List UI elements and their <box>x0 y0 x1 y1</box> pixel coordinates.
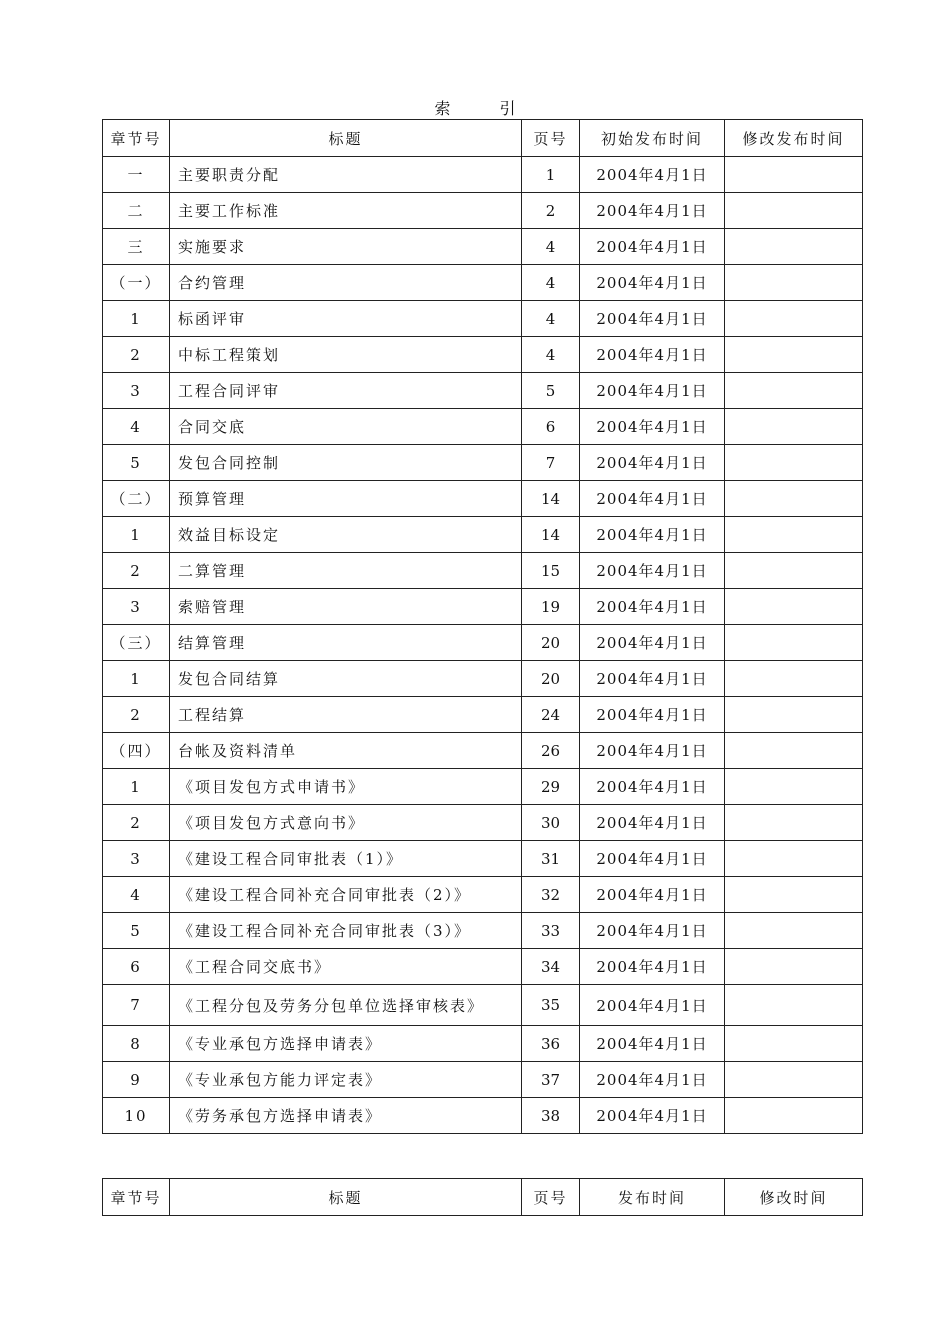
row-modified-date <box>725 913 863 949</box>
row-page: 20 <box>522 625 580 661</box>
second-header-chapter: 章节号 <box>103 1179 170 1216</box>
row-page: 19 <box>522 589 580 625</box>
row-initial-date: 2004年4月1日 <box>580 229 725 265</box>
row-initial-date: 2004年4月1日 <box>580 661 725 697</box>
table-row <box>103 769 863 805</box>
row-chapter-number: 6 <box>103 949 170 985</box>
table-row <box>103 481 863 517</box>
row-page: 1 <box>522 157 580 193</box>
row-chapter-number: 1 <box>103 661 170 697</box>
table-row <box>103 373 863 409</box>
table-row <box>103 697 863 733</box>
row-chapter-number: 7 <box>103 985 170 1026</box>
table-row <box>103 841 863 877</box>
row-page: 37 <box>522 1062 580 1098</box>
row-initial-date: 2004年4月1日 <box>580 697 725 733</box>
row-title: 《专业承包方能力评定表》 <box>170 1062 522 1098</box>
row-title: 主要工作标准 <box>170 193 522 229</box>
table-row <box>103 553 863 589</box>
row-title: 合约管理 <box>170 265 522 301</box>
row-chapter-number: （二） <box>103 481 170 517</box>
row-modified-date <box>725 445 863 481</box>
document-title: 索 引 <box>434 99 538 118</box>
index-table-continued <box>102 1178 863 1216</box>
row-modified-date <box>725 625 863 661</box>
row-initial-date: 2004年4月1日 <box>580 877 725 913</box>
row-chapter-number: （四） <box>103 733 170 769</box>
row-title: 《劳务承包方选择申请表》 <box>170 1098 522 1134</box>
row-chapter-number: 10 <box>103 1098 170 1134</box>
row-modified-date <box>725 697 863 733</box>
row-initial-date: 2004年4月1日 <box>580 409 725 445</box>
table-row <box>103 337 863 373</box>
row-page: 15 <box>522 553 580 589</box>
table-row <box>103 733 863 769</box>
header-initial-date: 初始发布时间 <box>580 120 725 157</box>
row-page: 29 <box>522 769 580 805</box>
row-title: 工程合同评审 <box>170 373 522 409</box>
row-page: 38 <box>522 1098 580 1134</box>
table-row <box>103 1062 863 1098</box>
row-modified-date <box>725 661 863 697</box>
table-row <box>103 985 863 1026</box>
row-initial-date: 2004年4月1日 <box>580 805 725 841</box>
index-table <box>102 119 863 1134</box>
row-initial-date: 2004年4月1日 <box>580 1026 725 1062</box>
row-initial-date: 2004年4月1日 <box>580 841 725 877</box>
table-row <box>103 877 863 913</box>
row-title: 《专业承包方选择申请表》 <box>170 1026 522 1062</box>
row-page: 32 <box>522 877 580 913</box>
row-page: 35 <box>522 985 580 1026</box>
second-header-page: 页号 <box>522 1179 580 1216</box>
table-row <box>103 949 863 985</box>
row-chapter-number: 一 <box>103 157 170 193</box>
row-page: 14 <box>522 481 580 517</box>
row-modified-date <box>725 553 863 589</box>
row-title: 台帐及资料清单 <box>170 733 522 769</box>
row-initial-date: 2004年4月1日 <box>580 1098 725 1134</box>
row-title: 工程结算 <box>170 697 522 733</box>
row-modified-date <box>725 337 863 373</box>
row-modified-date <box>725 1062 863 1098</box>
row-chapter-number: 4 <box>103 409 170 445</box>
row-initial-date: 2004年4月1日 <box>580 1062 725 1098</box>
second-header-title: 标题 <box>170 1179 522 1216</box>
row-title: 《建设工程合同补充合同审批表（3）》 <box>170 913 522 949</box>
row-page: 34 <box>522 949 580 985</box>
row-chapter-number: 8 <box>103 1026 170 1062</box>
row-title: 效益目标设定 <box>170 517 522 553</box>
row-chapter-number: 1 <box>103 517 170 553</box>
header-row <box>103 120 863 157</box>
row-modified-date <box>725 589 863 625</box>
row-chapter-number: 3 <box>103 841 170 877</box>
row-chapter-number: 2 <box>103 697 170 733</box>
second-header-modify-date: 修改时间 <box>725 1179 863 1216</box>
row-initial-date: 2004年4月1日 <box>580 157 725 193</box>
row-modified-date <box>725 877 863 913</box>
header-chapter: 章节号 <box>103 120 170 157</box>
row-modified-date <box>725 229 863 265</box>
row-initial-date: 2004年4月1日 <box>580 913 725 949</box>
row-title: 实施要求 <box>170 229 522 265</box>
row-initial-date: 2004年4月1日 <box>580 625 725 661</box>
table-row <box>103 517 863 553</box>
row-page: 20 <box>522 661 580 697</box>
row-title: 二算管理 <box>170 553 522 589</box>
row-modified-date <box>725 949 863 985</box>
row-modified-date <box>725 193 863 229</box>
row-initial-date: 2004年4月1日 <box>580 337 725 373</box>
table-row <box>103 589 863 625</box>
row-modified-date <box>725 157 863 193</box>
second-header-publish-date: 发布时间 <box>580 1179 725 1216</box>
second-header-row <box>103 1179 863 1216</box>
row-title: 预算管理 <box>170 481 522 517</box>
row-initial-date: 2004年4月1日 <box>580 733 725 769</box>
row-chapter-number: 三 <box>103 229 170 265</box>
row-page: 4 <box>522 301 580 337</box>
row-initial-date: 2004年4月1日 <box>580 373 725 409</box>
row-modified-date <box>725 373 863 409</box>
row-modified-date <box>725 1098 863 1134</box>
table-row <box>103 157 863 193</box>
table-row <box>103 229 863 265</box>
row-title: 《工程合同交底书》 <box>170 949 522 985</box>
row-chapter-number: 3 <box>103 373 170 409</box>
row-modified-date <box>725 733 863 769</box>
row-page: 6 <box>522 409 580 445</box>
row-initial-date: 2004年4月1日 <box>580 949 725 985</box>
row-chapter-number: 2 <box>103 553 170 589</box>
row-modified-date <box>725 265 863 301</box>
row-page: 26 <box>522 733 580 769</box>
row-title: 《项目发包方式申请书》 <box>170 769 522 805</box>
row-modified-date <box>725 301 863 337</box>
row-title: 《项目发包方式意向书》 <box>170 805 522 841</box>
row-chapter-number: 1 <box>103 769 170 805</box>
row-modified-date <box>725 1026 863 1062</box>
row-chapter-number: 3 <box>103 589 170 625</box>
row-title: 索赔管理 <box>170 589 522 625</box>
row-initial-date: 2004年4月1日 <box>580 985 725 1026</box>
row-title: 主要职责分配 <box>170 157 522 193</box>
table-row <box>103 625 863 661</box>
row-chapter-number: 1 <box>103 301 170 337</box>
row-chapter-number: 5 <box>103 445 170 481</box>
row-title: 中标工程策划 <box>170 337 522 373</box>
row-chapter-number: 9 <box>103 1062 170 1098</box>
row-initial-date: 2004年4月1日 <box>580 265 725 301</box>
row-title: 合同交底 <box>170 409 522 445</box>
row-initial-date: 2004年4月1日 <box>580 517 725 553</box>
row-initial-date: 2004年4月1日 <box>580 193 725 229</box>
row-page: 2 <box>522 193 580 229</box>
row-modified-date <box>725 985 863 1026</box>
row-initial-date: 2004年4月1日 <box>580 769 725 805</box>
row-initial-date: 2004年4月1日 <box>580 481 725 517</box>
table-row <box>103 265 863 301</box>
table-row <box>103 913 863 949</box>
row-page: 4 <box>522 337 580 373</box>
row-chapter-number: 2 <box>103 337 170 373</box>
table-row <box>103 301 863 337</box>
table-row <box>103 193 863 229</box>
index-body <box>103 157 863 1134</box>
row-modified-date <box>725 517 863 553</box>
row-title: 标函评审 <box>170 301 522 337</box>
row-page: 7 <box>522 445 580 481</box>
row-chapter-number: （三） <box>103 625 170 661</box>
row-title: 《建设工程合同补充合同审批表（2）》 <box>170 877 522 913</box>
row-chapter-number: 二 <box>103 193 170 229</box>
row-initial-date: 2004年4月1日 <box>580 445 725 481</box>
row-page: 4 <box>522 229 580 265</box>
row-title: 结算管理 <box>170 625 522 661</box>
row-initial-date: 2004年4月1日 <box>580 301 725 337</box>
row-chapter-number: （一） <box>103 265 170 301</box>
header-modified-date: 修改发布时间 <box>725 120 863 157</box>
table-row <box>103 805 863 841</box>
row-page: 24 <box>522 697 580 733</box>
table-row <box>103 409 863 445</box>
row-modified-date <box>725 769 863 805</box>
row-page: 31 <box>522 841 580 877</box>
row-title: 《建设工程合同审批表（1）》 <box>170 841 522 877</box>
row-chapter-number: 4 <box>103 877 170 913</box>
row-page: 36 <box>522 1026 580 1062</box>
row-chapter-number: 5 <box>103 913 170 949</box>
row-title: 《工程分包及劳务分包单位选择审核表》 <box>170 985 522 1026</box>
header-title: 标题 <box>170 120 522 157</box>
row-modified-date <box>725 841 863 877</box>
row-modified-date <box>725 481 863 517</box>
row-page: 33 <box>522 913 580 949</box>
table-row <box>103 445 863 481</box>
table-row <box>103 1098 863 1134</box>
table-row <box>103 1026 863 1062</box>
row-modified-date <box>725 409 863 445</box>
row-page: 4 <box>522 265 580 301</box>
row-initial-date: 2004年4月1日 <box>580 589 725 625</box>
header-page: 页号 <box>522 120 580 157</box>
row-initial-date: 2004年4月1日 <box>580 553 725 589</box>
table-row <box>103 661 863 697</box>
row-page: 5 <box>522 373 580 409</box>
row-title: 发包合同控制 <box>170 445 522 481</box>
row-page: 14 <box>522 517 580 553</box>
row-page: 30 <box>522 805 580 841</box>
row-modified-date <box>725 805 863 841</box>
row-chapter-number: 2 <box>103 805 170 841</box>
row-title: 发包合同结算 <box>170 661 522 697</box>
